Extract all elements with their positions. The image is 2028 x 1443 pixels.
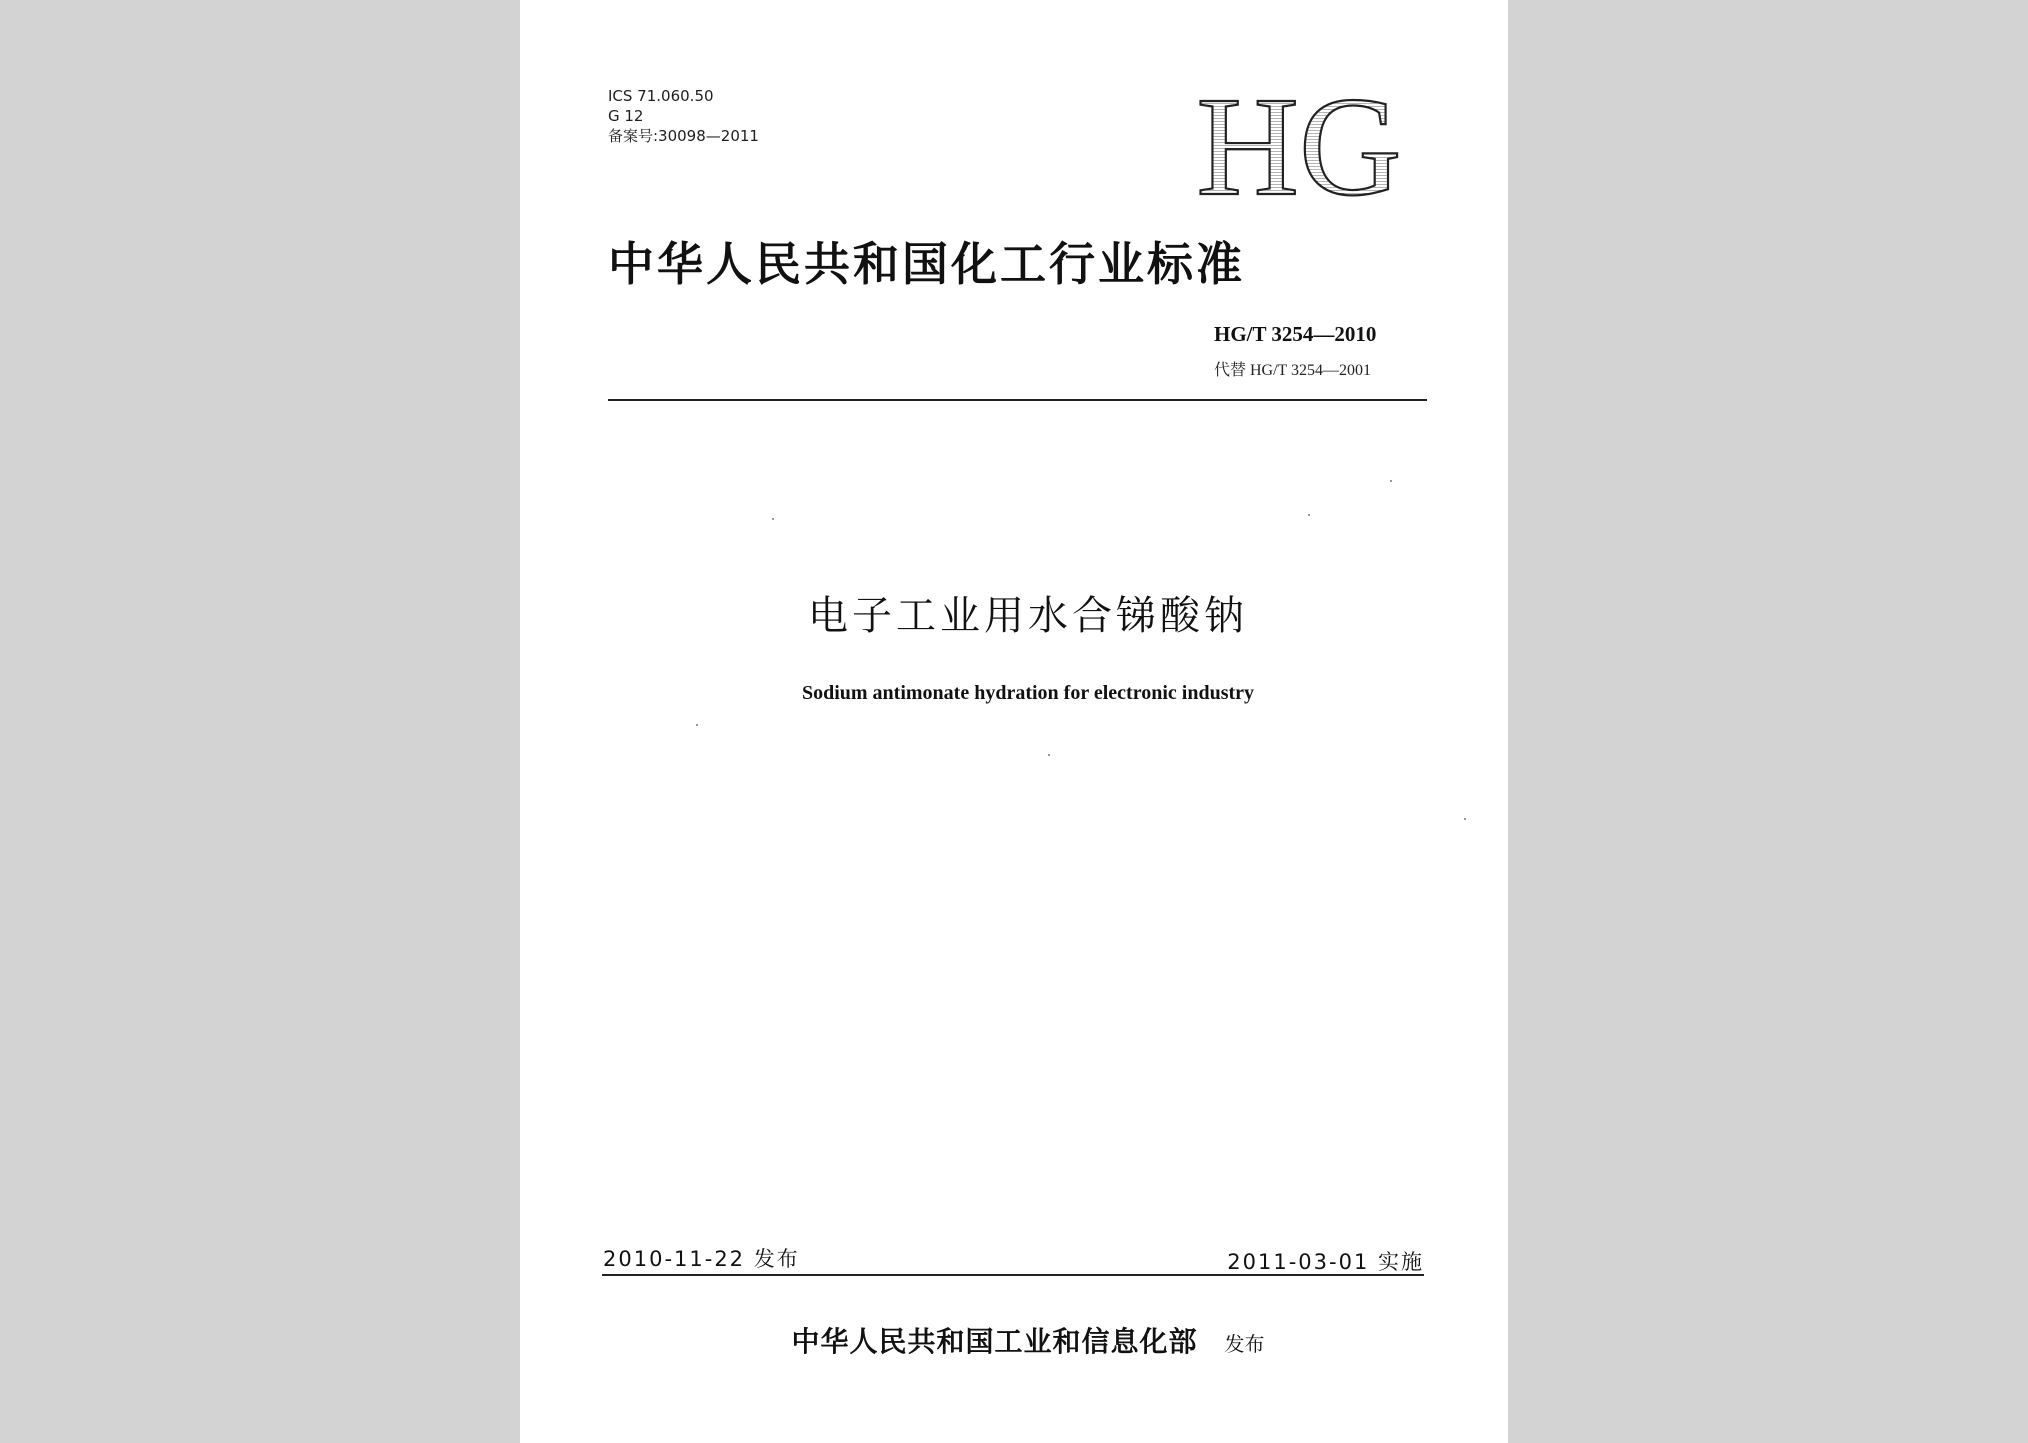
document-title-chinese: 电子工业用水合锑酸钠 bbox=[808, 593, 1248, 639]
ics-code: ICS 71.060.50 bbox=[608, 87, 714, 105]
ccs-code: G 12 bbox=[608, 107, 644, 125]
issue-date: 2010-11-22 发布 bbox=[603, 1247, 800, 1271]
document-page bbox=[520, 0, 1508, 1443]
scan-speck bbox=[1048, 754, 1050, 756]
implementation-date: 2011-03-01 实施 bbox=[1227, 1250, 1424, 1274]
replaced-standard: 代替 HG/T 3254—2001 bbox=[1214, 362, 1372, 379]
header-divider bbox=[608, 399, 1427, 401]
document-title-english: Sodium antimonate hydration for electronic industry bbox=[801, 682, 1255, 704]
standard-number: HG/T 3254—2010 bbox=[1214, 322, 1377, 346]
svg-text:HG: HG bbox=[1196, 82, 1402, 212]
publisher-verb: 发布 bbox=[1224, 1332, 1265, 1356]
scan-speck bbox=[1390, 480, 1392, 482]
scan-speck bbox=[696, 724, 698, 726]
classification-block bbox=[608, 86, 759, 146]
publisher-line bbox=[520, 1320, 1536, 1360]
scan-speck bbox=[1308, 514, 1310, 516]
hg-logo bbox=[1184, 82, 1414, 212]
record-number: 备案号:30098—2011 bbox=[608, 127, 759, 145]
scan-speck bbox=[772, 518, 774, 520]
publisher-name: 中华人民共和国工业和信息化部 bbox=[791, 1325, 1198, 1358]
footer-divider bbox=[602, 1274, 1424, 1276]
issuing-body-title: 中华人民共和国化工行业标准 bbox=[608, 237, 1245, 291]
scan-speck bbox=[1464, 818, 1466, 820]
